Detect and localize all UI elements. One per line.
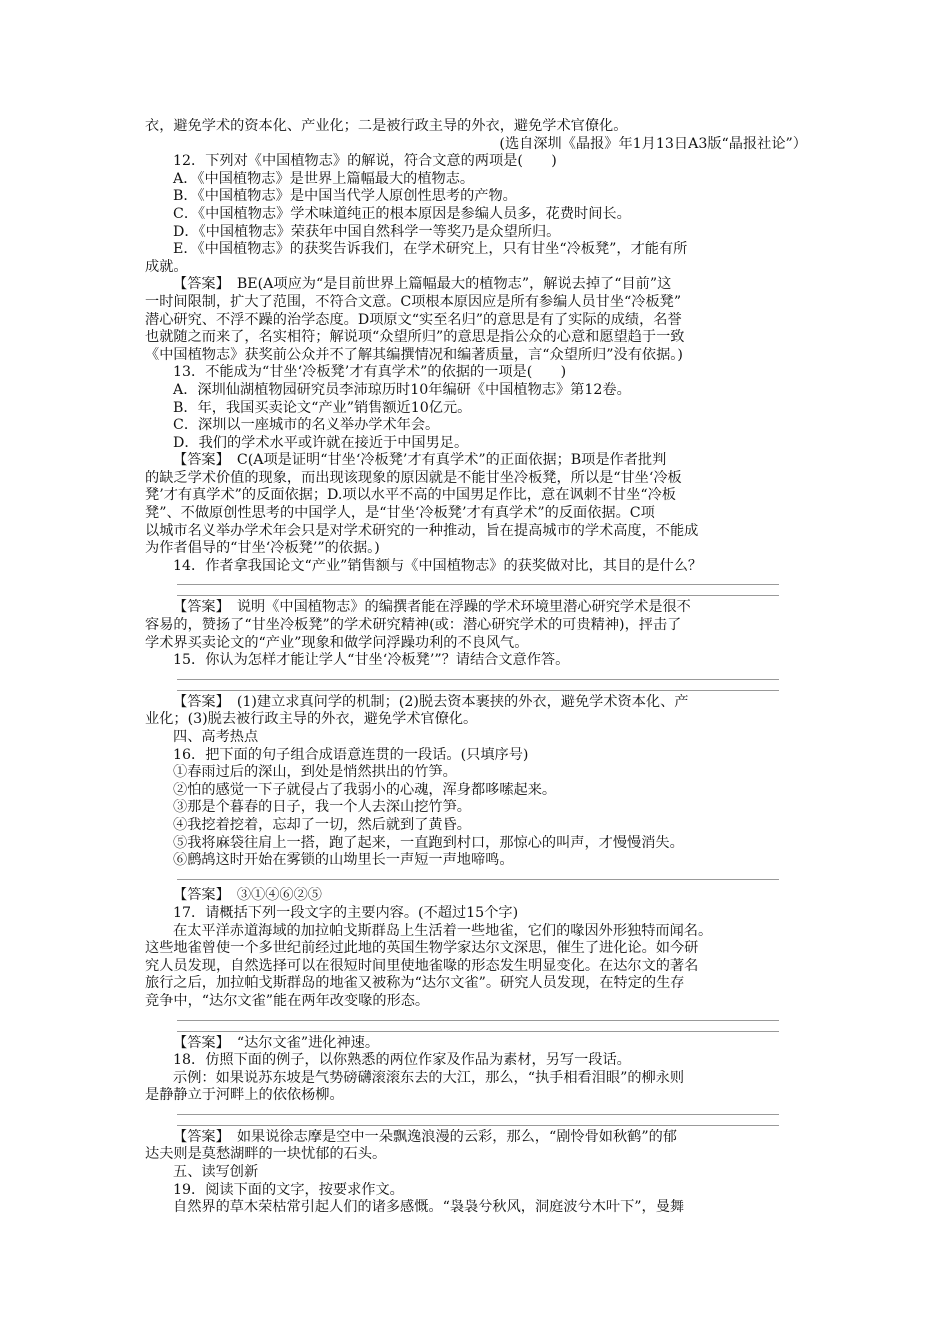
sentence-item: ②怕的感觉一下子就侵占了我弱小的心魂，浑身都哆嗦起来。	[173, 781, 557, 798]
question-15: 15．你认为怎样才能让学人“甘坐‘冷板凳’”？请结合文意作答。	[173, 652, 570, 669]
passage-line: 旅行之后，加拉帕戈斯群岛的地雀又被称为“达尔文雀”。研究人员发现，在特定的生存	[145, 975, 685, 992]
answer-12: 【答案】 BE(A项应为“是目前世界上篇幅最大的植物志”，解说去掉了“目前”这	[173, 276, 672, 293]
document-page	[145, 118, 807, 1217]
question-19: 19．阅读下面的文字，按要求作文。	[173, 1181, 404, 1198]
answer-13-line: 以城市名义举办学术年会只是对学术研究的一种推动，旨在提高城市的学术高度，不能成	[145, 522, 699, 539]
passage-line: 在太平洋赤道海域的加拉帕戈斯群岛上生活着一些地雀，它们的喙因外形独特而闻名。	[173, 922, 713, 939]
answer-18: 【答案】 如果说徐志摩是空中一朵飘逸浪漫的云彩，那么，“剧怜骨如秋鹤”的郁	[173, 1128, 677, 1145]
source-citation: (选自深圳《晶报》年1月13日A3版“晶报社论”）	[499, 135, 807, 152]
passage-line: 这些地雀曾使一个多世纪前经过此地的英国生物学家达尔文深思，催生了进化论。如今研	[145, 940, 699, 957]
answer-15: 【答案】 (1)建立求真问学的机制；(2)脱去资本裹挟的外衣，避免学术资本化、产	[173, 693, 689, 710]
passage-line: 究人员发现，自然选择可以在很短时间里使地雀喙的形态发生明显变化。在达尔文的著名	[145, 957, 699, 974]
sentence-item: ④我挖着挖着，忘却了一切，然后就到了黄昏。	[173, 816, 471, 833]
question-14: 14．作者拿我国论文“产业”销售额与《中国植物志》的获奖做对比，其目的是什么？	[173, 557, 703, 574]
answer-blank	[145, 870, 807, 888]
question-16: 16．把下面的句子组合成语意连贯的一段话。(只填序号)	[173, 746, 529, 763]
answer-12-line: 潜心研究、不浮不躁的治学态度。D项原文“实至名归”的意思是有了实际的成绩，名誉	[145, 311, 682, 328]
passage-line: 自然界的草木荣枯常引起人们的诸多感慨。“袅袅兮秋风，洞庭波兮木叶下”，曼舞	[173, 1199, 685, 1216]
question-12: 12．下列对《中国植物志》的解说，符合文意的两项是( )	[173, 153, 557, 170]
answer-12-line: 也就随之而来了，名实相符；解说项“众望所归”的意思是指公众的心意和愿望趋于一致	[145, 329, 685, 346]
option-d: D．《中国植物志》荣获年中国自然科学一等奖乃是众望所归。	[173, 223, 561, 240]
question-17: 17．请概括下列一段文字的主要内容。(不超过15个字)	[173, 904, 519, 921]
answer-12-line: 《中国植物志》获奖前公众并不了解其编撰情况和编著质量，言“众望所归”没有依据。)	[145, 346, 683, 363]
question-18: 18．仿照下面的例子，以你熟悉的两位作家及作品为素材，另写一段话。	[173, 1052, 631, 1069]
answer-17: 【答案】 “达尔文雀”进化神速。	[173, 1034, 380, 1051]
example-line: 示例：如果说苏东坡是气势磅礴滚滚东去的大江，那么，“执手相看泪眼”的柳永则	[173, 1069, 685, 1086]
passage-line: 竞争中，“达尔文雀”能在两年改变喙的形态。	[145, 992, 430, 1009]
sentence-item: ⑥鹧鸪这时开始在雾锁的山坳里长一声短一声地啼鸣。	[173, 852, 514, 869]
option-b: B．年，我国买卖论文“产业”销售额近10亿元。	[173, 399, 472, 416]
sentence-item: ①春雨过后的深山，到处是悄然拱出的竹笋。	[173, 764, 457, 781]
answer-13-line: 凳”、不做原创性思考的中国学人，是“甘坐‘冷板凳’才有真学术”的反面依据。C项	[145, 505, 655, 522]
text-line: 衣，避免学术的资本化、产业化；二是被行政主导的外衣，避免学术官僚化。	[145, 118, 628, 134]
section-heading: 五、读写创新	[173, 1164, 259, 1181]
answer-blank	[145, 1105, 807, 1129]
answer-14-line: 学术界买卖论文的“产业”现象和做学问浮躁功利的不良风气。	[145, 634, 529, 651]
option-e: E．《中国植物志》的获奖告诉我们，在学术研究上，只有甘坐“冷板凳”，才能有所	[173, 241, 688, 258]
sentence-item: ③那是个暮春的日子，我一个人去深山挖竹笋。	[173, 799, 471, 816]
answer-13-line: 的缺乏学术价值的现象，而出现该现象的原因就是不能甘坐冷板凳，所以是“甘坐‘冷板	[145, 469, 682, 486]
option-c: C．《中国植物志》学术味道纯正的根本原因是参编人员多，花费时间长。	[173, 205, 631, 222]
answer-18-line: 达夫则是莫愁湖畔的一块忧郁的石头。	[145, 1146, 387, 1163]
answer-blank	[145, 670, 807, 694]
option-d: D．我们的学术水平或许就在接近于中国男足。	[173, 434, 469, 451]
option-e-cont: 成就。	[145, 258, 188, 275]
question-13: 13．不能成为“甘坐‘冷板凳’才有真学术”的依据的一项是( )	[173, 364, 567, 381]
answer-13-line: 凳’才有真学术”的反面依据；D.项以水平不高的中国男足作比，意在讽刺不甘坐“冷板	[145, 487, 676, 504]
answer-12-line: 一时间限制，扩大了范围，不符合文意。C项根本原因应是所有参编人员甘坐“冷板凳”	[145, 293, 682, 310]
example-line: 是静静立于河畔上的依依杨柳。	[145, 1087, 344, 1104]
answer-13: 【答案】 C(A项是证明“甘坐‘冷板凳’才有真学术”的正面依据；B项是作者批判	[173, 452, 667, 469]
option-a: A．深圳仙湖植物园研究员李沛琼历时10年编研《中国植物志》第12卷。	[173, 381, 631, 398]
answer-blank	[145, 1011, 807, 1035]
answer-14-line: 容易的，赞扬了“甘坐冷板凳”的学术研究精神(或：潜心研究学术的可贵精神)，抨击了	[145, 617, 682, 634]
option-b: B．《中国植物志》是中国当代学人原创性思考的产物。	[173, 188, 517, 205]
answer-14: 【答案】 说明《中国植物志》的编撰者能在浮躁的学术环境里潜心研究学术是很不	[173, 599, 691, 616]
answer-16: 【答案】 ③①④⑥②⑤	[173, 887, 322, 904]
answer-blank	[145, 575, 807, 599]
option-c: C．深圳以一座城市的名义举办学术年会。	[173, 417, 440, 434]
section-heading: 四、高考热点	[173, 729, 259, 745]
sentence-item: ⑤我将麻袋往肩上一搭，跑了起来，一直跑到村口，那惊心的叫声，才慢慢消失。	[173, 834, 684, 851]
answer-15-line: 业化；(3)脱去被行政主导的外衣，避免学术官僚化。	[145, 711, 478, 728]
answer-13-line: 为作者倡导的“甘坐‘冷板凳’”的依据。)	[145, 540, 380, 557]
option-a: A．《中国植物志》是世界上篇幅最大的植物志。	[173, 170, 475, 187]
